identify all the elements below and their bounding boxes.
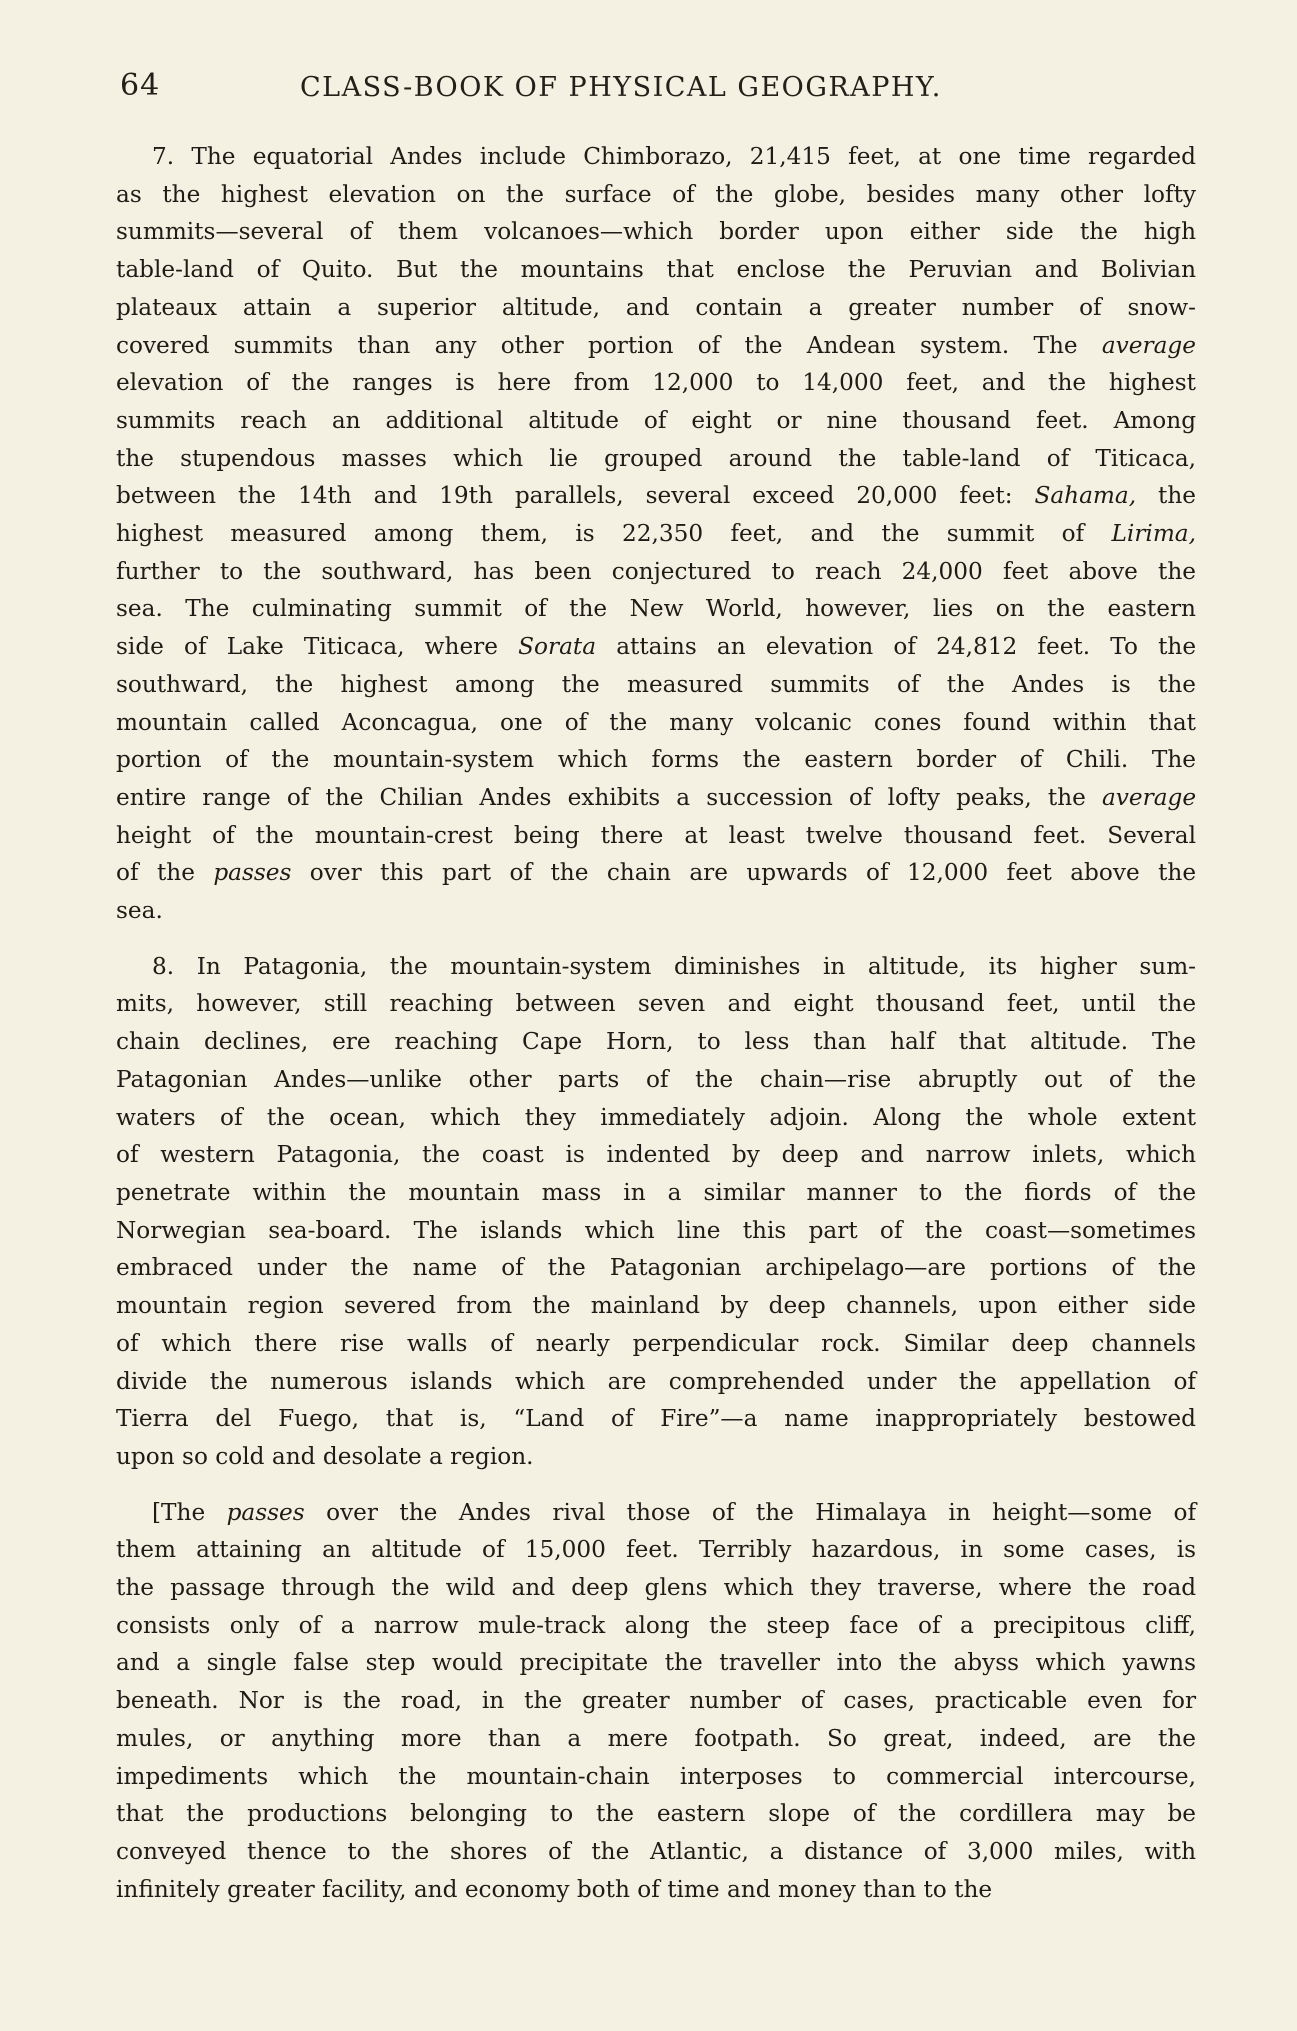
text-line: upon so cold and desolate a region. xyxy=(116,1442,534,1470)
text-line: mountain called Aconcagua, one of the many volcanic cones found within that xyxy=(116,708,1196,736)
text-line: mountain region severed from the mainland by deep channels, upon either side xyxy=(116,1292,1197,1320)
text-line: 7. The equatorial Andes include Chimborazo, 21,415 feet, at one time regarded xyxy=(152,143,1196,170)
text-line: elevation of the ranges is here from 12,000 to 14,000 feet, and the highest xyxy=(116,369,1196,397)
text-line: the passage through the wild and deep glens which they traverse, where the road xyxy=(116,1574,1197,1602)
text-line: portion of the mountain-system which forms the eastern border of Chili. The xyxy=(116,746,1196,774)
running-title: CLASS-BOOK OF PHYSICAL GEOGRAPHY. xyxy=(300,72,942,103)
body-text xyxy=(116,138,1196,1908)
text-line: and a single false step would precipitate the traveller into the abyss which yawns xyxy=(116,1649,1196,1677)
paragraph-passes xyxy=(116,1494,1196,1909)
text-line: that the productions belonging to the eastern slope of the cordillera may be xyxy=(116,1800,1197,1828)
text-line: entire range of the Chilian Andes exhibits a succession of lofty peaks, the average xyxy=(116,783,1197,811)
text-line: impediments which the mountain-chain interposes to commercial intercourse, xyxy=(116,1762,1197,1790)
paragraph-8 xyxy=(116,948,1196,1476)
text-line: Tierra del Fuego, that is, “Land of Fire”—a name inappropriately bestowed xyxy=(116,1405,1196,1433)
text-line: embraced under the name of the Patagonian archipelago—are portions of the xyxy=(116,1254,1197,1282)
text-line: the stupendous masses which lie grouped around the table-land of Titicaca, xyxy=(116,444,1197,472)
text-line: further to the southward, has been conjectured to reach 24,000 feet above the xyxy=(116,557,1197,585)
text-line: of western Patagonia, the coast is indented by deep and narrow inlets, which xyxy=(116,1141,1197,1169)
text-line: side of Lake Titicaca, where Sorata attains an elevation of 24,812 feet. To the xyxy=(116,633,1197,661)
text-line: sea. The culminating summit of the New World, however, lies on the eastern xyxy=(116,595,1196,623)
text-line: summits—several of them volcanoes—which border upon either side the high xyxy=(116,218,1197,246)
page-number: 64 xyxy=(120,68,161,103)
text-line: covered summits than any other portion of the Andean system. The average xyxy=(116,331,1196,359)
text-line: mules, or anything more than a mere footpath. So great, indeed, are the xyxy=(116,1724,1196,1752)
text-line: sea. xyxy=(116,897,163,925)
text-line: divide the numerous islands which are comprehended under the appellation of xyxy=(116,1367,1196,1395)
text-line: Patagonian Andes—unlike other parts of the chain—rise abruptly out of the xyxy=(116,1065,1197,1093)
text-line: southward, the highest among the measured summits of the Andes is the xyxy=(116,670,1197,698)
paragraph-7 xyxy=(116,138,1196,930)
text-line: summits reach an additional altitude of eight or nine thousand feet. Among xyxy=(116,406,1197,434)
page-header xyxy=(120,68,1200,114)
text-line: consists only of a narrow mule-track along the steep face of a precipitous cliff, xyxy=(116,1611,1196,1639)
text-line: penetrate within the mountain mass in a similar manner to the fiords of the xyxy=(116,1178,1197,1206)
text-line: as the highest elevation on the surface of the globe, besides many other lofty xyxy=(116,180,1196,208)
text-line: between the 14th and 19th parallels, several exceed 20,000 feet: Sahama, the xyxy=(116,482,1197,510)
text-line: of which there rise walls of nearly perpendicular rock. Similar deep channels xyxy=(116,1329,1197,1357)
text-line: conveyed thence to the shores of the Atlantic, a distance of 3,000 miles, with xyxy=(116,1837,1196,1865)
text-line: plateaux attain a superior altitude, and contain a greater number of snow- xyxy=(116,293,1196,321)
text-line: chain declines, ere reaching Cape Horn, to less than half that altitude. The xyxy=(116,1028,1197,1056)
text-line: beneath. Nor is the road, in the greater number of cases, practicable even for xyxy=(116,1687,1197,1715)
text-line: of the passes over this part of the chain are upwards of 1⁠2,000 feet above the xyxy=(116,859,1197,887)
text-line: 8. In Patagonia, the mountain-system diminishes in altitude, its higher sum- xyxy=(152,952,1197,980)
text-line: [The passes over the Andes rival those of the Himalaya in height—some of xyxy=(152,1498,1197,1526)
text-line: height of the mountain-crest being there at least twelve thousand feet. Several xyxy=(116,821,1197,849)
text-line: table-land of Quito. But the mountains that enclose the Peruvian and Bolivian xyxy=(116,256,1197,284)
text-line: them attaining an altitude of 15,000 feet. Terribly hazardous, in some cases, is xyxy=(116,1536,1197,1564)
text-line: mits, however, still reaching between seven and eight thousand feet, until the xyxy=(116,990,1197,1018)
text-line: waters of the ocean, which they immediately adjoin. Along the whole extent xyxy=(116,1103,1197,1131)
text-line: infinitely greater facility, and economy both of time and money than to the xyxy=(116,1875,993,1903)
text-line: highest measured among them, is 22,350 feet, and the summit of Lirima, xyxy=(116,520,1196,548)
text-line: Norwegian sea-board. The islands which line this part of the coast—sometimes xyxy=(116,1216,1197,1244)
